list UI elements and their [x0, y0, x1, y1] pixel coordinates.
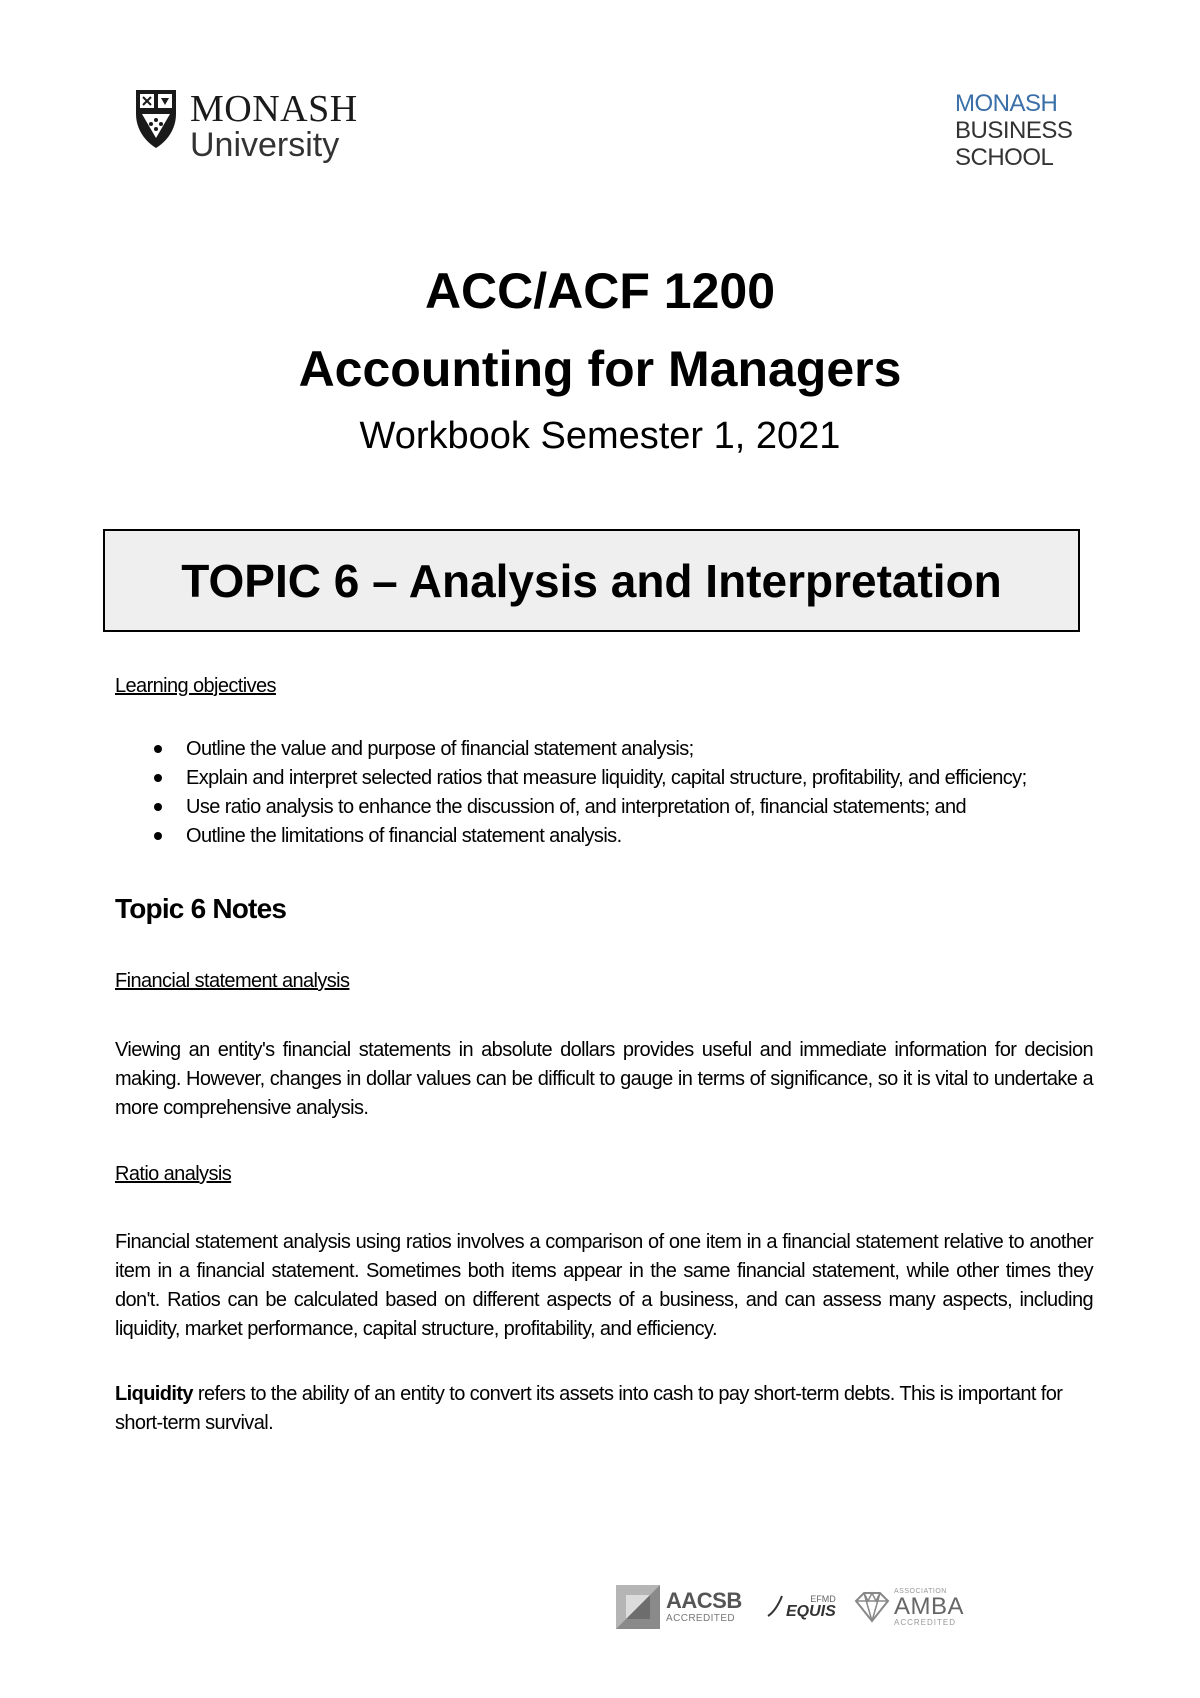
financial-statement-analysis-paragraph: Viewing an entity's financial statements in absolute dollars provides useful and immediate information for decision making. However, changes in dollar values can be difficult to gauge in terms of significance, so it is vital to undertake a more comprehensive analysis.: [115, 1039, 1093, 1119]
aacsb-name: AACSB: [666, 1588, 742, 1613]
amba-diamond-icon: [852, 1589, 892, 1625]
equis-logo: [766, 1582, 836, 1632]
liquidity-term: Liquidity: [115, 1383, 193, 1405]
ratio-analysis-heading: Ratio analysis: [115, 1163, 232, 1185]
workbook-subtitle: Workbook Semester 1, 2021: [359, 415, 841, 457]
aacsb-square-icon: [616, 1585, 660, 1629]
amba-logo: [852, 1582, 964, 1632]
topic-title-box: [103, 529, 1080, 632]
ratio-analysis-paragraph: Financial statement analysis using ratios involves a comparison of one item in a financial statement relative to another item in a financial statement. Sometimes both items appear in the same financial statement, while other times they don't. Ratios can be calculated based on different aspects of a business, and can assess many aspects, including liquidity, market performance, capital structure, profitability, and efficiency.: [115, 1231, 1093, 1340]
list-item: Use ratio analysis to enhance the discussion of, and interpretation of, financial statements; and: [140, 793, 1027, 822]
aacsb-logo: [616, 1582, 742, 1632]
monash-wordmark-line1: MONASH: [190, 88, 358, 130]
learning-objectives-heading: Learning objectives: [115, 675, 276, 697]
topic-notes-heading: Topic 6 Notes: [115, 893, 287, 924]
aacsb-sub: ACCREDITED: [666, 1613, 736, 1624]
liquidity-paragraph: [115, 1380, 1093, 1438]
school-logo-line1: MONASH: [955, 90, 1058, 117]
financial-statement-analysis-heading: Financial statement analysis: [115, 970, 350, 992]
list-item: Outline the limitations of financial statement analysis.: [140, 822, 1027, 851]
monash-business-school-logo: [955, 90, 1072, 171]
equis-top: EFMD: [810, 1593, 836, 1604]
amba-sub: ACCREDITED: [894, 1617, 957, 1627]
monash-wordmark-line2: University: [190, 126, 340, 164]
list-item: Explain and interpret selected ratios that measure liquidity, capital structure, profitability, and efficiency;: [140, 764, 1027, 793]
equis-name: EQUIS: [786, 1602, 836, 1620]
list-item: Outline the value and purpose of financial statement analysis;: [140, 735, 1027, 764]
monash-crest-icon: [132, 88, 180, 152]
monash-wordmark: [190, 88, 358, 162]
monash-university-logo: [132, 88, 392, 168]
school-logo-line2: BUSINESS: [955, 117, 1073, 144]
equis-swoosh-icon: [766, 1592, 786, 1622]
amba-name: AMBA: [894, 1592, 965, 1620]
topic-title: TOPIC 6 – Analysis and Interpretation: [181, 554, 1002, 607]
liquidity-text: refers to the ability of an entity to convert its assets into cash to pay short-term debts. This is important for short-term survival.: [115, 1383, 1063, 1434]
amba-top: ASSOCIATION: [894, 1587, 947, 1595]
course-name: Accounting for Managers: [298, 341, 902, 397]
school-logo-line3: SCHOOL: [955, 144, 1054, 171]
course-code: ACC/ACF 1200: [424, 263, 776, 319]
learning-objectives-list: [140, 735, 1027, 851]
